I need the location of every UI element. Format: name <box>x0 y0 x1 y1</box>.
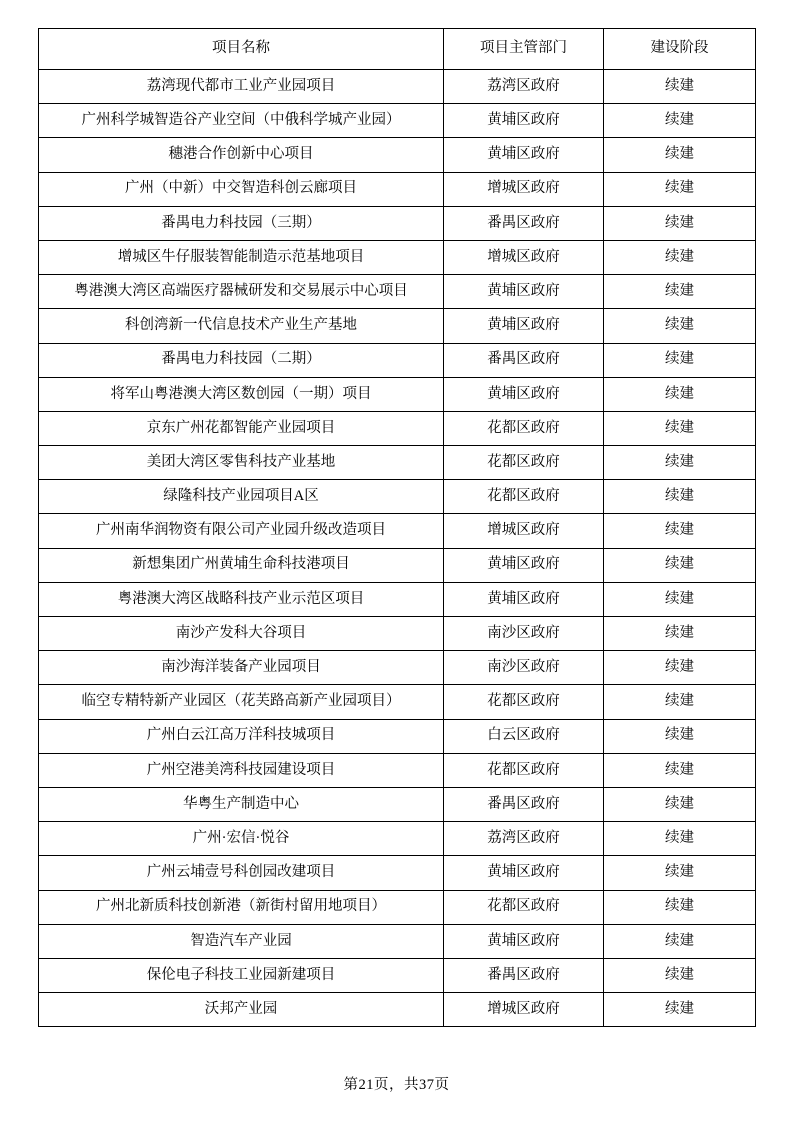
cell-stage <box>604 446 756 480</box>
cell-stage-text: 续建 <box>665 829 694 846</box>
cell-stage <box>604 70 756 104</box>
table-body <box>39 70 756 1027</box>
cell-stage <box>604 890 756 924</box>
cell-stage-text: 续建 <box>665 864 694 881</box>
cell-project-name <box>39 172 444 206</box>
cell-project-name <box>39 104 444 138</box>
table-row <box>39 890 756 924</box>
cell-project-name <box>39 240 444 274</box>
cell-project-name <box>39 787 444 821</box>
cell-project-name <box>39 753 444 787</box>
cell-project-name-text: 广州（中新）中交智造科创云廊项目 <box>125 180 357 197</box>
table-row <box>39 104 756 138</box>
cell-department <box>444 958 604 992</box>
cell-stage-text: 续建 <box>665 693 694 710</box>
cell-department-text: 花都区政府 <box>487 419 560 436</box>
cell-department <box>444 446 604 480</box>
cell-stage <box>604 787 756 821</box>
cell-stage-text: 续建 <box>665 795 694 812</box>
table-row <box>39 377 756 411</box>
table-row <box>39 446 756 480</box>
table-row <box>39 548 756 582</box>
cell-project-name <box>39 206 444 240</box>
cell-project-name <box>39 856 444 890</box>
table-row <box>39 651 756 685</box>
cell-stage-text: 续建 <box>665 1000 694 1017</box>
cell-stage <box>604 651 756 685</box>
cell-project-name-text: 美团大湾区零售科技产业基地 <box>146 453 336 470</box>
cell-stage <box>604 993 756 1027</box>
cell-project-name-text: 沃邦产业园 <box>204 1000 278 1017</box>
cell-stage <box>604 206 756 240</box>
cell-department-text: 黄埔区政府 <box>487 282 560 299</box>
cell-stage-text: 续建 <box>665 180 694 197</box>
cell-department <box>444 104 604 138</box>
cell-department-text: 番禺区政府 <box>487 351 560 368</box>
cell-department <box>444 343 604 377</box>
cell-project-name-text: 广州南华润物资有限公司产业园升级改造项目 <box>96 522 386 539</box>
cell-stage-text: 续建 <box>665 112 694 128</box>
cell-stage-text: 续建 <box>665 282 694 299</box>
table-header-row <box>39 29 756 70</box>
cell-department-text: 荔湾区政府 <box>487 77 560 94</box>
column-header-text: 项目名称 <box>212 40 270 57</box>
cell-department-text: 花都区政府 <box>487 488 560 505</box>
cell-project-name <box>39 651 444 685</box>
cell-stage-text: 续建 <box>665 146 694 163</box>
cell-project-name <box>39 924 444 958</box>
projects-table <box>38 28 756 1027</box>
cell-project-name-text: 粤港澳大湾区高端医疗器械研发和交易展示中心项目 <box>74 282 408 299</box>
cell-stage <box>604 548 756 582</box>
cell-stage-text: 续建 <box>665 317 694 334</box>
cell-stage <box>604 480 756 514</box>
cell-department-text: 黄埔区政府 <box>487 864 560 881</box>
cell-stage <box>604 275 756 309</box>
cell-department <box>444 411 604 445</box>
cell-stage-text: 续建 <box>665 248 694 265</box>
cell-stage-text: 续建 <box>665 522 694 539</box>
cell-department-text: 花都区政府 <box>487 761 560 778</box>
cell-project-name <box>39 480 444 514</box>
cell-department <box>444 924 604 958</box>
column-header-text: 项目主管部门 <box>480 40 567 57</box>
cell-department-text: 番禺区政府 <box>487 795 560 812</box>
column-header-text: 建设阶段 <box>650 40 709 57</box>
cell-department <box>444 719 604 753</box>
cell-stage-text: 续建 <box>665 453 694 470</box>
cell-stage-text: 续建 <box>665 966 694 983</box>
cell-department-text: 花都区政府 <box>487 693 560 710</box>
cell-department <box>444 993 604 1027</box>
cell-stage <box>604 719 756 753</box>
cell-department <box>444 651 604 685</box>
cell-department-text: 花都区政府 <box>487 898 560 915</box>
cell-department <box>444 309 604 343</box>
cell-department <box>444 70 604 104</box>
cell-department <box>444 138 604 172</box>
table-row <box>39 685 756 719</box>
cell-department-text: 荔湾区政府 <box>487 829 560 846</box>
cell-project-name <box>39 719 444 753</box>
cell-stage-text: 续建 <box>665 932 694 949</box>
cell-department <box>444 753 604 787</box>
cell-department <box>444 787 604 821</box>
cell-project-name-text: 绿隆科技产业园项目A区 <box>163 488 319 505</box>
cell-department <box>444 822 604 856</box>
cell-project-name-text: 荔湾现代都市工业产业园项目 <box>146 77 336 94</box>
cell-stage <box>604 958 756 992</box>
cell-department <box>444 890 604 924</box>
table-row <box>39 514 756 548</box>
cell-project-name-text: 南沙产发科大谷项目 <box>175 624 307 641</box>
cell-project-name <box>39 617 444 651</box>
table-row <box>39 240 756 274</box>
cell-project-name-text: 广州北新质科技创新港（新街村留用地项目） <box>96 898 386 915</box>
table-row <box>39 787 756 821</box>
cell-project-name <box>39 582 444 616</box>
cell-stage-text: 续建 <box>665 659 694 675</box>
cell-stage-text: 续建 <box>665 624 694 641</box>
cell-project-name <box>39 377 444 411</box>
table-row <box>39 138 756 172</box>
cell-stage <box>604 104 756 138</box>
table-row <box>39 309 756 343</box>
cell-department-text: 南沙区政府 <box>487 659 560 675</box>
cell-stage <box>604 753 756 787</box>
cell-project-name-text: 将军山粤港澳大湾区数创园（一期）项目 <box>110 385 372 402</box>
column-header-department <box>444 29 604 70</box>
cell-stage <box>604 856 756 890</box>
cell-stage-text: 续建 <box>665 419 694 436</box>
cell-project-name <box>39 685 444 719</box>
cell-stage <box>604 822 756 856</box>
cell-department <box>444 514 604 548</box>
cell-project-name-text: 穗港合作创新中心项目 <box>168 146 314 163</box>
cell-project-name-text: 南沙海洋装备产业园项目 <box>161 659 321 675</box>
cell-project-name-text: 华粤生产制造中心 <box>183 795 299 812</box>
table-row <box>39 172 756 206</box>
cell-project-name <box>39 446 444 480</box>
cell-project-name <box>39 548 444 582</box>
cell-department <box>444 172 604 206</box>
cell-department <box>444 548 604 582</box>
cell-project-name-text: 广州科学城智造谷产业空间（中俄科学城产业园） <box>81 112 401 128</box>
cell-project-name-text: 广州·宏信·悦谷 <box>192 829 290 846</box>
cell-project-name-text: 番禺电力科技园（三期） <box>161 214 321 231</box>
cell-project-name <box>39 343 444 377</box>
cell-project-name <box>39 275 444 309</box>
cell-department-text: 花都区政府 <box>487 453 560 470</box>
cell-department-text: 番禺区政府 <box>487 966 560 983</box>
cell-department <box>444 377 604 411</box>
cell-department <box>444 685 604 719</box>
cell-stage <box>604 343 756 377</box>
table-header <box>39 29 756 70</box>
cell-stage <box>604 172 756 206</box>
cell-stage <box>604 924 756 958</box>
cell-project-name-text: 粤港澳大湾区战略科技产业示范区项目 <box>117 590 365 607</box>
cell-stage <box>604 582 756 616</box>
page-footer: 第21页，共37页 <box>343 1077 450 1093</box>
cell-project-name <box>39 514 444 548</box>
cell-stage-text: 续建 <box>665 351 694 368</box>
cell-project-name-text: 增城区牛仔服装智能制造示范基地项目 <box>117 248 365 265</box>
table-row <box>39 753 756 787</box>
table-row <box>39 617 756 651</box>
cell-stage <box>604 617 756 651</box>
cell-project-name <box>39 890 444 924</box>
cell-stage-text: 续建 <box>665 727 694 744</box>
cell-project-name-text: 智造汽车产业园 <box>190 932 292 949</box>
cell-project-name <box>39 138 444 172</box>
column-header-stage <box>604 29 756 70</box>
cell-project-name <box>39 309 444 343</box>
cell-project-name-text: 广州空港美湾科技园建设项目 <box>146 761 336 778</box>
cell-department <box>444 582 604 616</box>
cell-department-text: 黄埔区政府 <box>487 590 560 607</box>
cell-stage-text: 续建 <box>665 590 694 607</box>
cell-project-name-text: 京东广州花都智能产业园项目 <box>146 419 336 436</box>
cell-department-text: 番禺区政府 <box>487 214 560 231</box>
cell-stage <box>604 685 756 719</box>
cell-project-name <box>39 993 444 1027</box>
cell-stage <box>604 138 756 172</box>
table-row <box>39 822 756 856</box>
cell-department-text: 黄埔区政府 <box>487 932 560 949</box>
cell-project-name-text: 科创湾新一代信息技术产业生产基地 <box>125 317 357 334</box>
cell-department-text: 黄埔区政府 <box>487 112 560 128</box>
cell-project-name-text: 广州白云江高万洋科技城项目 <box>146 727 336 744</box>
cell-department <box>444 240 604 274</box>
cell-stage <box>604 411 756 445</box>
cell-department-text: 黄埔区政府 <box>487 146 560 163</box>
cell-project-name <box>39 411 444 445</box>
table-row <box>39 582 756 616</box>
table-row <box>39 856 756 890</box>
cell-project-name-text: 临空专精特新产业园区（花芙路高新产业园项目） <box>81 693 401 710</box>
cell-stage-text: 续建 <box>665 385 694 402</box>
cell-department-text: 增城区政府 <box>487 1000 560 1017</box>
table-row <box>39 70 756 104</box>
cell-stage <box>604 240 756 274</box>
cell-department-text: 黄埔区政府 <box>487 556 560 573</box>
table-row <box>39 206 756 240</box>
table-row <box>39 719 756 753</box>
table-row <box>39 480 756 514</box>
cell-project-name-text: 广州云埔壹号科创园改建项目 <box>146 864 336 881</box>
cell-department <box>444 617 604 651</box>
cell-department <box>444 856 604 890</box>
cell-stage <box>604 377 756 411</box>
cell-department-text: 白云区政府 <box>487 727 560 744</box>
cell-stage-text: 续建 <box>665 77 694 94</box>
cell-department <box>444 206 604 240</box>
cell-project-name-text: 保伦电子科技工业园新建项目 <box>146 966 336 983</box>
cell-department-text: 黄埔区政府 <box>487 385 560 402</box>
table-row <box>39 343 756 377</box>
cell-stage-text: 续建 <box>665 214 694 231</box>
cell-department-text: 南沙区政府 <box>487 624 560 641</box>
cell-department <box>444 480 604 514</box>
column-header-project-name <box>39 29 444 70</box>
cell-project-name <box>39 822 444 856</box>
table-row <box>39 411 756 445</box>
cell-department-text: 增城区政府 <box>487 522 560 539</box>
cell-project-name-text: 番禺电力科技园（二期） <box>161 351 321 368</box>
table-row <box>39 958 756 992</box>
cell-stage-text: 续建 <box>665 898 694 915</box>
cell-department <box>444 275 604 309</box>
table-row <box>39 924 756 958</box>
table-row <box>39 275 756 309</box>
cell-department-text: 黄埔区政府 <box>487 317 560 334</box>
table-row <box>39 993 756 1027</box>
cell-department-text: 增城区政府 <box>487 180 560 197</box>
cell-stage-text: 续建 <box>665 761 694 778</box>
cell-project-name-text: 新想集团广州黄埔生命科技港项目 <box>132 556 350 573</box>
cell-department-text: 增城区政府 <box>487 248 560 265</box>
cell-project-name <box>39 958 444 992</box>
cell-stage-text: 续建 <box>665 556 694 573</box>
cell-stage <box>604 309 756 343</box>
cell-project-name <box>39 70 444 104</box>
cell-stage <box>604 514 756 548</box>
cell-stage-text: 续建 <box>665 488 694 505</box>
